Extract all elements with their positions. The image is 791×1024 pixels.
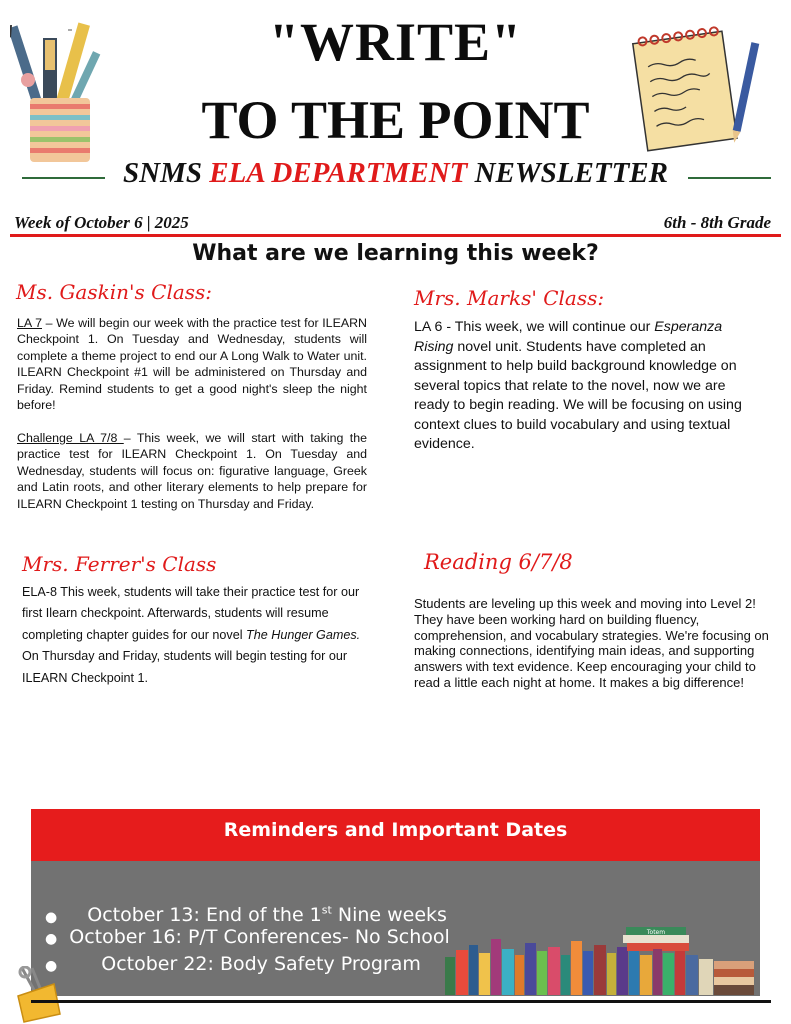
book-spine-label: Totem (646, 929, 666, 936)
newsletter-title-line2: TO THE POINT (201, 90, 590, 150)
reading-heading: Reading 6/7/8 (424, 550, 573, 574)
marks-heading: Mrs. Marks' Class: (414, 286, 605, 310)
divider (10, 234, 781, 237)
section-question: What are we learning this week? (192, 241, 599, 266)
ferrer-heading: Mrs. Ferrer's Class (22, 552, 217, 576)
books-icon (443, 925, 758, 995)
gaskin-la7-text: LA 7 – We will begin our week with the practice test for ILEARN Checkpoint 1. On Tuesday and Wednesday, students will complete a theme project to end our A Long Walk to Water unit. ILEARN Checkpoint #1 will be administered on Thursday and Friday. Remind students to get a good night's sleep the night before! (17, 316, 367, 413)
marks-text: LA 6 - This week, we will continue our Esperanza Rising novel unit. Students have completed an assignment to help build background knowledge on several topics that relate to the novel, now we are ready to begin reading. We will be focusing on using context clues to build vocabulary and using textual evidence. (414, 319, 742, 452)
reminders-banner: Reminders and Important Dates (31, 809, 760, 861)
gaskin-challenge-text: Challenge LA 7/8 – This week, we will start with taking the practice test for ILEARN Checkpoint 1. On Tuesday and Wednesday, students will focus on: figurative language, Greek and Latin roots, and other literary elements to help prepare for ILEARN Checkpoint 1 testing on Thursday and Friday. (17, 431, 367, 511)
reminder-item: ● October 16: P/T Conferences- No School (45, 926, 450, 948)
gaskin-heading: Ms. Gaskin's Class: (16, 280, 213, 304)
newsletter-title-line1: "WRITE" (268, 12, 522, 72)
ferrer-text: ELA-8 This week, students will take their practice test for our first Ilearn checkpoint. Afterwards, students will resume completing chapter guides for our novel The Hunger Games. On Thursday and Friday, students will begin testing for our ILEARN Checkpoint 1. (22, 585, 361, 685)
week-label: Week of October 6 | 2025 (14, 213, 189, 232)
grade-label: 6th - 8th Grade (663, 213, 771, 232)
newsletter-subtitle: SNMS ELA DEPARTMENT NEWSLETTER (123, 157, 668, 189)
reminder-item: ● October 22: Body Safety Program (45, 953, 421, 975)
reading-text: Students are leveling up this week and moving into Level 2! They have been working hard on building fluency, comprehension, and vocabulary strategies. We're focusing on making connections, identifying main ideas, and supporting answers with text evidence. Keep encouraging your child to read a little each night at home. It makes a big difference! (414, 596, 769, 690)
divider (31, 1000, 771, 1003)
reminder-item: ● October 13: End of the 1st Nine weeks (45, 904, 447, 927)
binder-clip-icon (10, 966, 65, 1024)
